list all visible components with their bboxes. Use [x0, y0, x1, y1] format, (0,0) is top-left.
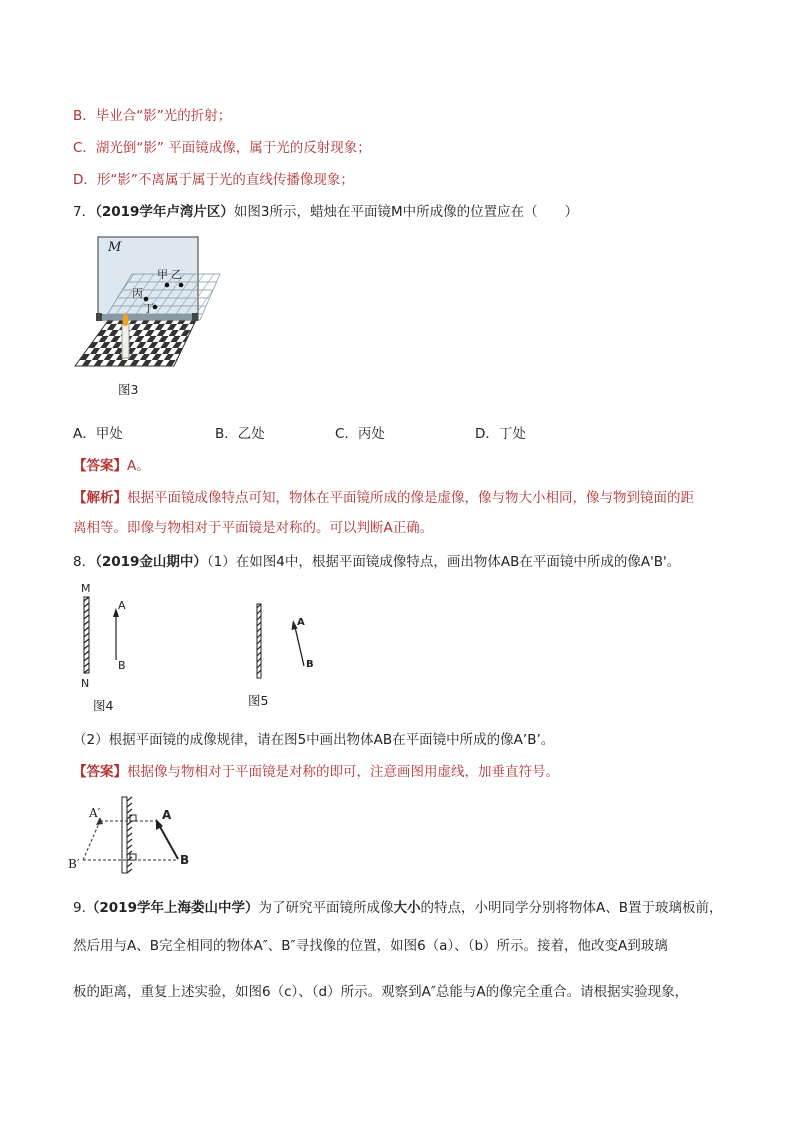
fig4-label-m: M [81, 582, 91, 595]
q9-line3: 板的距离，重复上述实验，如图6（c）、（d）所示。观察到A″总能与A的像完全重合。请根据实验现象， [73, 984, 689, 1000]
fig4-label-n: N [81, 677, 90, 690]
q7-heading [73, 200, 578, 220]
q7-choice-a: A．甲处 [73, 426, 123, 442]
q8-answer-text: 根据像与物相对于平面镜是对称的即可，注意画图用虚线，加垂直符号。 [127, 764, 559, 780]
q9-line1-a: 为了研究平面镜所成像 [258, 900, 394, 916]
q8-part2: （2）根据平面镜的成像规律，请在图5中画出物体AB在平面镜中所成的像A’B’。 [73, 732, 555, 748]
q7-analysis-line1 [73, 486, 694, 506]
fig5-caption: 图5 [248, 693, 269, 708]
fig4-label-b: B [118, 659, 126, 672]
q8-answer [73, 760, 559, 780]
q9-line1-bold: 大小 [393, 900, 421, 916]
fig5-label-b: B [306, 659, 314, 670]
q7-analysis-text1: 根据平面镜成像特点可知，物体在平面镜所成的像是虚像，像与物大小相同，像与物到镜面的距 [127, 490, 694, 506]
q7-source: （2019学年卢湾片区） [95, 204, 234, 220]
q7-point-bing: 丙 [132, 287, 143, 300]
q9-line2: 然后用与A、B完全相同的物体A″、B″寻找像的位置，如图6（a）、（b）所示。接着，他改变A到玻璃 [73, 938, 668, 954]
q7-point-yi: 乙 [171, 268, 182, 281]
q7-answer-value: A。 [127, 458, 150, 474]
q7-choice-d: D．丁处 [475, 426, 526, 442]
fig5-label-a: A [297, 617, 305, 628]
q7-analysis-label: 【解析】 [73, 490, 127, 506]
answer-fig-a-prime: A′ [89, 806, 101, 820]
q7-number: 7． [73, 204, 96, 220]
q8-part1: （1）在如图4中，根据平面镜成像特点，画出物体AB在平面镜中所成的像A'B'。 [206, 554, 681, 570]
q7-point-jia: 甲 [157, 268, 168, 281]
q7-point-ding: 丁 [143, 302, 154, 315]
fig4-diagram [78, 592, 138, 682]
q7-mirror-label: M [108, 240, 122, 255]
answer-fig-b: B [180, 853, 190, 867]
q7-choice-c: C．丙处 [335, 426, 385, 442]
q7-text: 如图3所示，蜡烛在平面镜M中所成像的位置应在（ ） [233, 204, 579, 220]
fig4-caption: 图4 [93, 698, 114, 713]
option-b: B．毕业合“影”光的折射； [73, 108, 232, 124]
q7-answer-label: 【答案】 [73, 458, 127, 474]
q9-line1-b: 的特点，小明同学分别将物体A、B置于玻璃板前， [420, 900, 723, 916]
q8-number: 8． [73, 554, 96, 570]
q9-source: （2019学年上海娄山中学） [85, 900, 259, 916]
q7-answer [73, 454, 150, 474]
q7-figure-caption: 图3 [118, 382, 139, 397]
q8-source: （2019金山期中） [95, 554, 207, 570]
q7-analysis-line2: 离相等。即像与物相对于平面镜是对称的。可以判断A正确。 [73, 520, 434, 536]
q7-choice-b: B．乙处 [215, 426, 265, 442]
q9-line1 [73, 894, 723, 922]
answer-fig-a: A [162, 808, 172, 822]
q8-answer-label: 【答案】 [73, 764, 127, 780]
q9-number: 9. [73, 900, 86, 916]
option-c: C．湖光倒“影” 平面镜成像，属于光的反射现象； [73, 140, 371, 156]
option-d: D．形“影”不离属于属于光的直线传播像现象； [73, 172, 354, 188]
answer-fig-b-prime: B′ [68, 857, 80, 871]
q8-heading [73, 550, 680, 570]
fig4-label-a: A [118, 599, 126, 612]
